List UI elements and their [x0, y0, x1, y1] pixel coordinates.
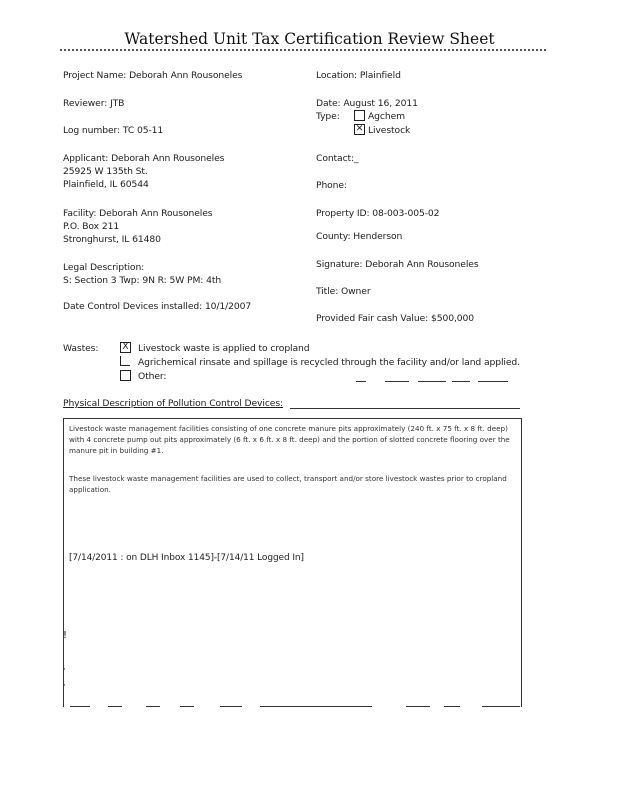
other-checkbox[interactable]: [120, 370, 131, 381]
location-field: Location: Plainfield: [316, 70, 401, 81]
bottom-dash-2: [108, 706, 122, 707]
applicant-line-2: 25925 W 135th St.: [63, 166, 148, 177]
margin-dot-2: ·: [63, 680, 66, 691]
applicant-line-3: Plainfield, IL 60544: [63, 179, 149, 190]
livestock-waste-checkbox[interactable]: X: [120, 342, 131, 353]
description-paragraph-2: [69, 473, 507, 495]
bottom-dash-6: [260, 706, 372, 707]
bottom-left-tick: [63, 700, 64, 706]
livestock-checkbox[interactable]: ✕: [355, 124, 364, 134]
facility-line-1: Facility: Deborah Ann Rousoneles: [63, 208, 213, 219]
facility-line-2: P.O. Box 211: [63, 221, 120, 232]
property-id-field: Property ID: 08-003-005-02: [316, 208, 440, 219]
facility-line-3: Stronghurst, IL 61480: [63, 234, 161, 245]
description-p1-line-3: manure pit in building #1.: [69, 446, 164, 455]
title-underline: [60, 49, 546, 53]
log-note: [7/14/2011 : on DLH Inbox 1145]-[7/14/11 Logged In]: [69, 553, 304, 563]
livestock-label: Livestock: [368, 125, 411, 136]
description-p2-line-1: These livestock waste management facilities are used to collect, transport and/or store livestock wastes prior to cropland: [69, 474, 507, 483]
other-fill-line-2: [385, 381, 409, 382]
bottom-dash-7: [406, 706, 430, 707]
date-installed-field: Date Control Devices installed: 10/1/2007: [63, 301, 252, 312]
margin-dot-1: ·: [63, 664, 66, 675]
bottom-dash-4: [180, 706, 194, 707]
legal-description-value: S: Section 3 Twp: 9N R: 5W PM: 4th: [63, 275, 222, 286]
date-field: Date: August 16, 2011: [316, 98, 418, 109]
county-field: County: Henderson: [316, 231, 403, 242]
legal-description-label: Legal Description:: [63, 262, 145, 273]
applicant-line-1: Applicant: Deborah Ann Rousoneles: [63, 153, 225, 164]
bottom-dash-3: [146, 706, 160, 707]
log-number-field: Log number: TC 05-11: [63, 125, 164, 136]
description-p1-line-2: with 4 concrete pump out pits approximately (6 ft. x 6 ft. x 8 ft. deep) and the portion of slotted concrete flooring over the: [69, 435, 510, 444]
bottom-dash-9: [482, 706, 520, 707]
type-label: Type:: [316, 111, 340, 122]
project-name-field: Project Name: Deborah Ann Rousoneles: [63, 70, 243, 81]
bottom-dash-5: [220, 706, 242, 707]
description-paragraph-1: [69, 423, 510, 456]
agrichemical-label: Agrichemical rinsate and spillage is recycled through the facility and/or land applied.: [138, 357, 520, 368]
contact-field: Contact:_: [316, 153, 359, 164]
description-p2-line-2: application.: [69, 485, 111, 494]
bottom-dash-1: [70, 706, 90, 707]
livestock-waste-label: Livestock waste is applied to cropland: [138, 343, 310, 354]
agchem-checkbox[interactable]: [354, 110, 365, 121]
document-title: Watershed Unit Tax Certification Review Sheet: [124, 30, 495, 48]
other-label: Other:: [138, 371, 167, 382]
description-box: [63, 418, 522, 707]
physical-description-heading: Physical Description of Pollution Control Devices:: [63, 398, 284, 409]
heading-rule: [290, 408, 520, 409]
fair-cash-value-field: Provided Fair cash Value: $500,000: [316, 313, 475, 324]
other-fill-line-4: [452, 381, 470, 382]
signature-field: Signature: Deborah Ann Rousoneles: [316, 259, 479, 270]
bottom-dash-8: [444, 706, 460, 707]
other-fill-line-5: [478, 381, 508, 382]
exclamation-mark: !: [63, 630, 67, 641]
other-fill-line-1: [356, 381, 366, 382]
other-fill-line-3: [418, 381, 446, 382]
reviewer-field: Reviewer: JTB: [63, 98, 125, 109]
agchem-label: Agchem: [368, 111, 405, 122]
agrichemical-checkbox[interactable]: [120, 356, 130, 366]
phone-field: Phone:: [316, 180, 347, 191]
description-p1-line-1: Livestock waste management facilities consisting of one concrete manure pits approximately (240 ft. x 75 ft. x 8 ft. deep): [69, 424, 508, 433]
wastes-label: Wastes:: [63, 343, 99, 354]
title-field: Title: Owner: [316, 286, 371, 297]
